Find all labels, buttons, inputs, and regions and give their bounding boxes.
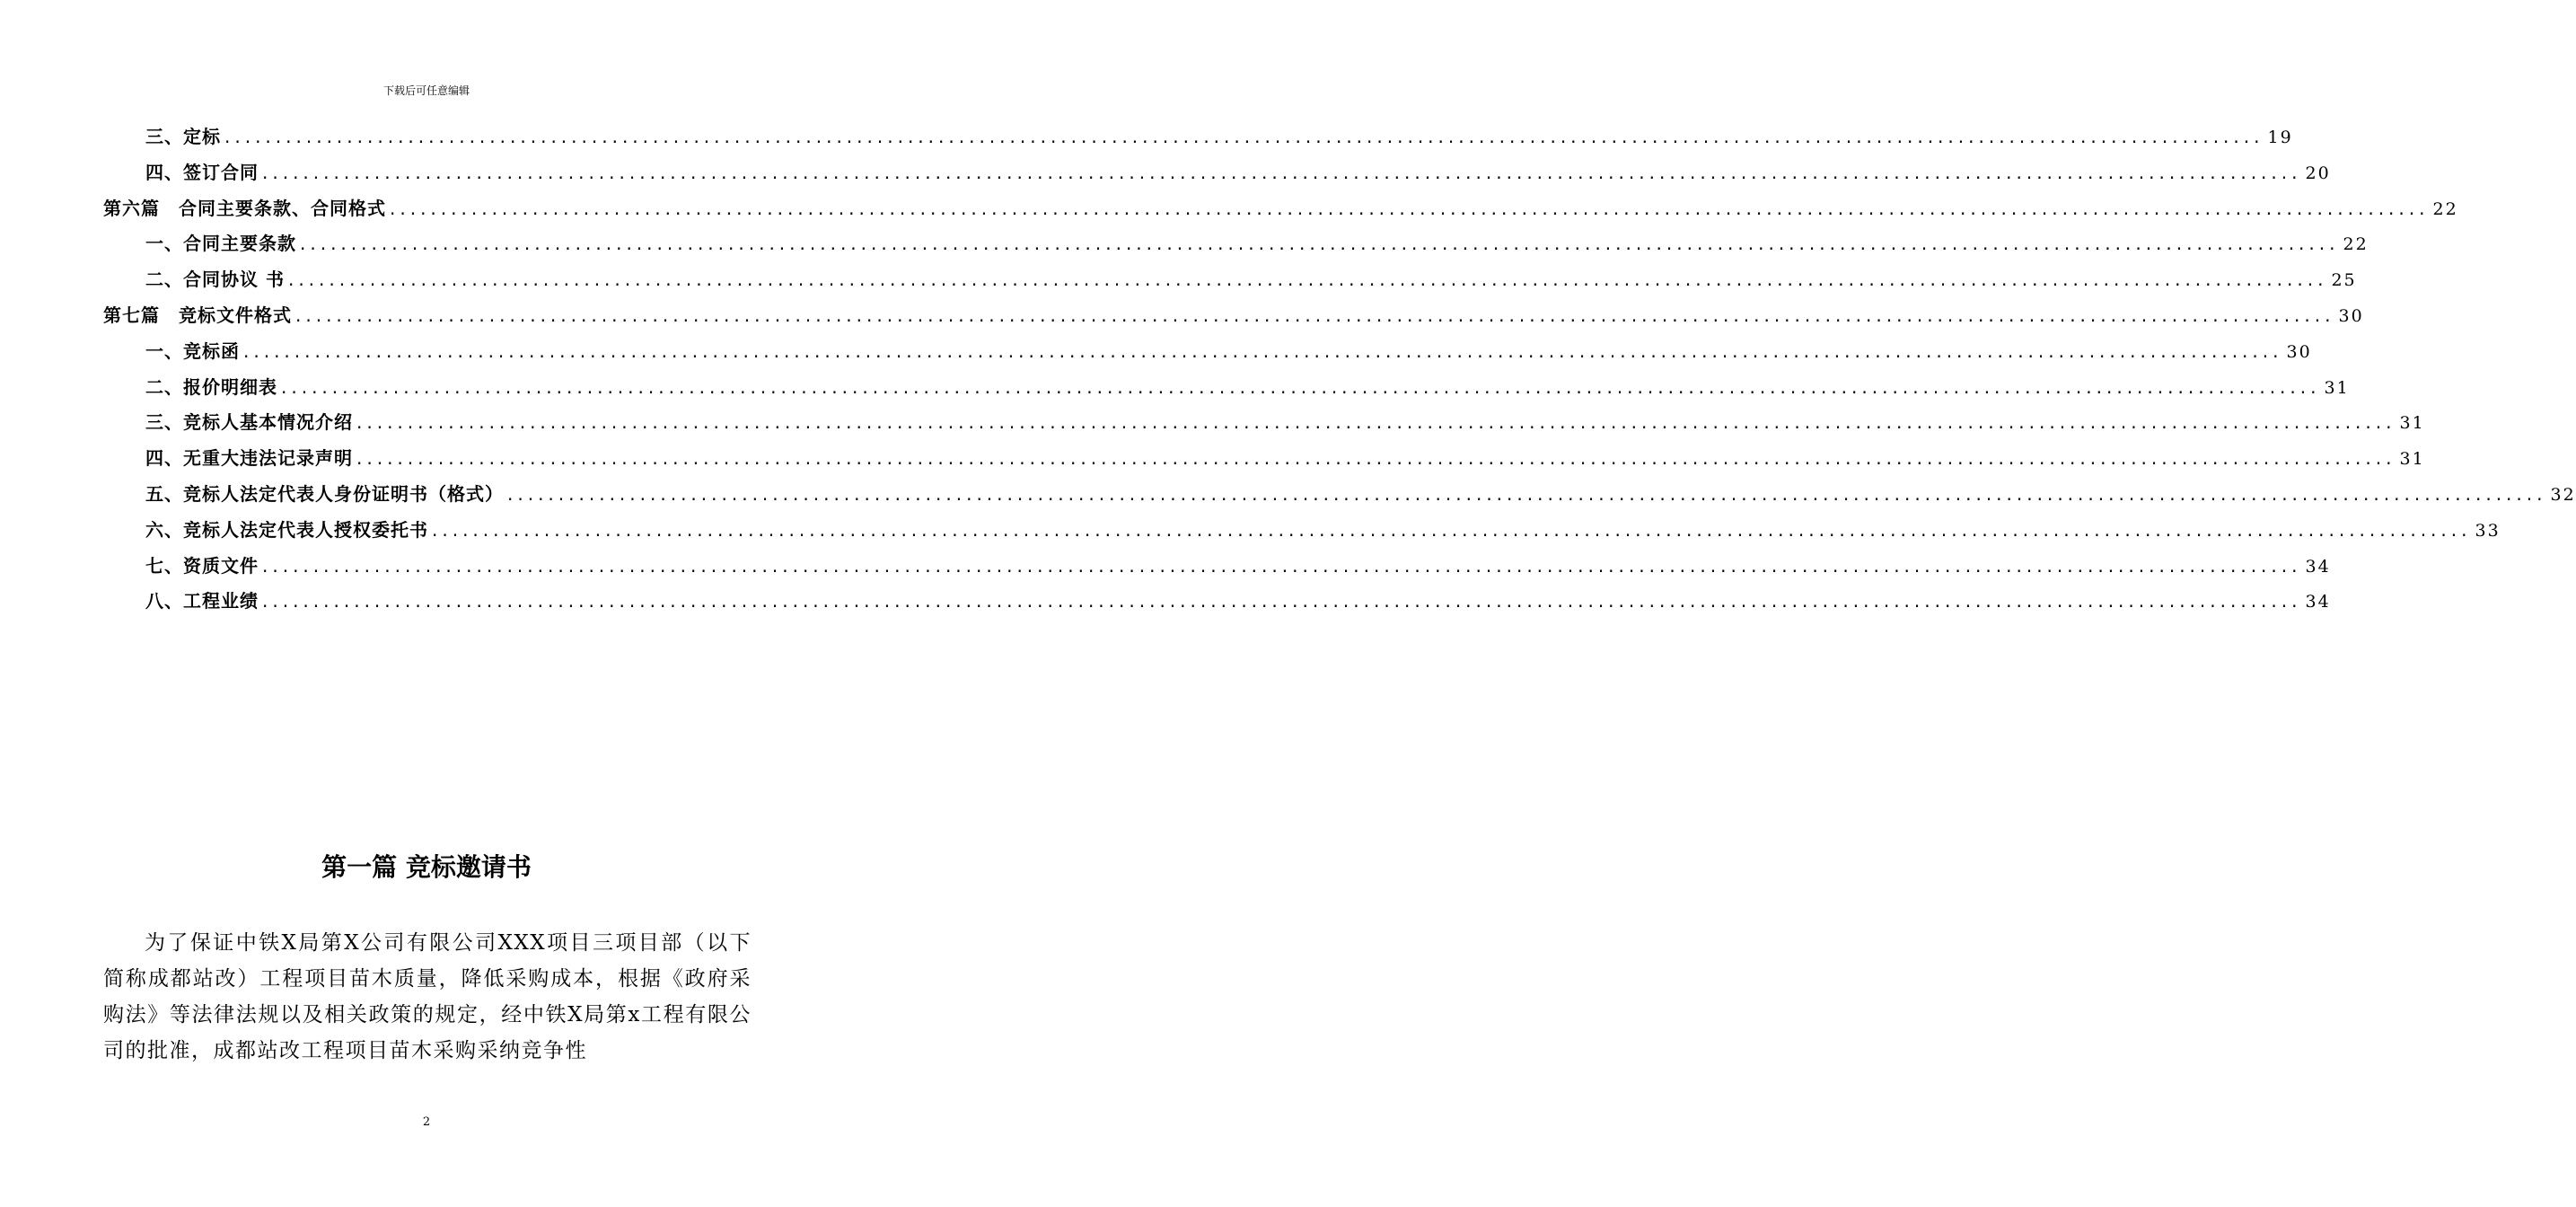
toc-entry-page: 22	[2432, 198, 2458, 219]
toc-entry[interactable]	[145, 229, 2369, 256]
toc-entry[interactable]	[145, 480, 2576, 507]
toc-entry-page: 34	[2305, 592, 2331, 612]
toc-leader-dots: ........................................................................................................................................................................................................	[262, 161, 2302, 183]
toc-leader-dots: ........................................................................................................................................................................................................	[287, 269, 2328, 291]
body-text	[103, 925, 752, 1069]
toc-entry-label: 二、报价明细表	[145, 375, 277, 398]
toc-entry-page: 31	[2399, 413, 2425, 434]
toc-entry-page: 30	[2286, 341, 2312, 362]
toc-entry[interactable]	[103, 301, 2364, 328]
toc-entry-page: 25	[2331, 270, 2357, 291]
toc-entry[interactable]	[145, 551, 2331, 578]
toc-leader-dots: ........................................................................................................................................................................................................	[224, 126, 2264, 147]
toc-leader-dots: ........................................................................................................................................................................................................	[507, 483, 2547, 505]
toc-entry[interactable]	[145, 444, 2425, 471]
toc-entry-page: 32	[2550, 485, 2576, 505]
toc-leader-dots: ........................................................................................................................................................................................................	[295, 304, 2335, 326]
toc-leader-dots: ........................................................................................................................................................................................................	[262, 554, 2302, 577]
body-paragraph: 为了保证中铁X局第X公司有限公司XXX项目三项目部（以下简称成都站改）工程项目苗木质量，降低采购成本，根据《政府采购法》等法律法规以及相关政策的规定，经中铁X局第x工程有限公司的批准，成都站改工程项目苗木采购采纳竞争性	[103, 931, 752, 1062]
toc-entry-label: 一、竞标函	[145, 339, 240, 362]
toc-entry-label: 四、无重大违法记录声明	[145, 447, 353, 470]
toc-entry-page: 19	[2267, 128, 2293, 147]
toc-entry[interactable]	[103, 194, 2458, 221]
toc-entry-label: 二、合同协议 书	[145, 269, 285, 291]
toc-entry-page: 31	[2324, 377, 2350, 398]
toc-entry[interactable]	[145, 158, 2331, 185]
toc-leader-dots: ........................................................................................................................................................................................................	[356, 411, 2396, 434]
toc-entry-label: 第七篇 竞标文件格式	[103, 304, 292, 326]
toc-entry-label: 一、合同主要条款	[145, 233, 296, 255]
toc-entry[interactable]	[145, 373, 2350, 400]
section-title: 第一篇 竞标邀请书	[321, 852, 532, 882]
toc-leader-dots: ........................................................................................................................................................................................................	[281, 375, 2321, 398]
toc-entry[interactable]	[145, 515, 2501, 542]
toc-entry[interactable]	[145, 265, 2357, 292]
toc-entry-label: 八、工程业绩	[145, 590, 259, 612]
toc-entry-label: 四、签订合同	[145, 161, 259, 183]
page-number: 2	[422, 1115, 431, 1129]
toc-leader-dots: ........................................................................................................................................................................................................	[390, 197, 2430, 219]
toc-entry-label: 五、竞标人法定代表人身份证明书（格式）	[145, 483, 504, 505]
toc-entry-label: 三、定标	[145, 126, 221, 147]
toc-entry[interactable]	[145, 408, 2425, 435]
toc-entry-label: 六、竞标人法定代表人授权委托书	[145, 518, 428, 541]
toc-leader-dots: ........................................................................................................................................................................................................	[300, 233, 2340, 255]
toc-entry-label: 第六篇 合同主要条款、合同格式	[103, 197, 386, 219]
toc-leader-dots: ........................................................................................................................................................................................................	[432, 518, 2472, 541]
toc-entry[interactable]	[145, 337, 2312, 364]
toc-entry-page: 30	[2338, 306, 2364, 326]
toc-entry-page: 33	[2475, 520, 2501, 541]
toc-leader-dots: ........................................................................................................................................................................................................	[243, 339, 2283, 362]
toc-entry[interactable]	[145, 586, 2331, 613]
toc-entry-page: 34	[2305, 556, 2331, 577]
toc-entry-page: 22	[2343, 234, 2369, 255]
toc-entry-label: 三、竞标人基本情况介绍	[145, 411, 353, 434]
toc-leader-dots: ........................................................................................................................................................................................................	[356, 447, 2396, 470]
toc-entry-page: 20	[2305, 163, 2331, 183]
toc-entry-page: 31	[2399, 449, 2425, 470]
page-header: 下载后可任意编辑	[382, 84, 470, 97]
toc-leader-dots: ........................................................................................................................................................................................................	[262, 590, 2302, 612]
toc-entry-label: 七、资质文件	[145, 554, 259, 577]
toc-entry[interactable]	[145, 122, 2293, 149]
